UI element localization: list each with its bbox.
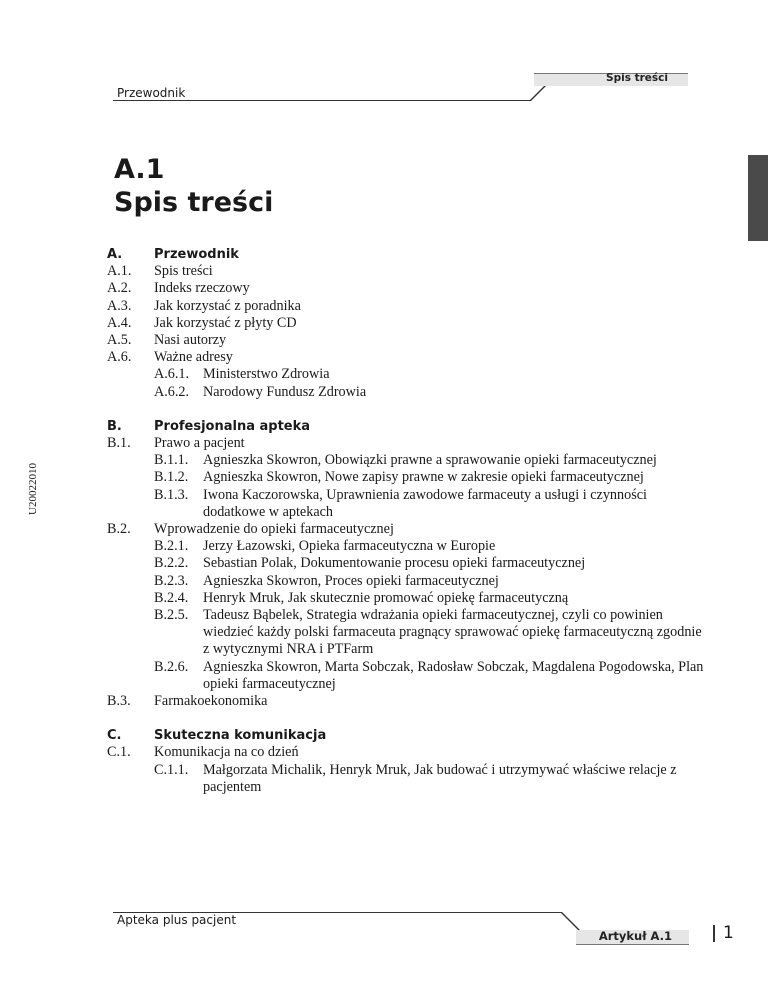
toc-item-number: C.1. xyxy=(107,744,131,761)
toc-item-text: Jak korzystać z płyty CD xyxy=(154,314,297,331)
toc-item xyxy=(107,693,707,710)
toc-subitem-text: Tadeusz Bąbelek, Strategia wdrażania opieki farmaceutycznej, czyli co powinien wiedzieć każdy polski farmaceuta pragnący sprawować opiekę farmaceutyczną zgodnie z wytycznymi NRA i PTFarm xyxy=(203,607,702,658)
table-of-contents xyxy=(107,246,707,796)
toc-item-number: A.2. xyxy=(107,280,132,297)
toc-item-text: Prawo a pacjent xyxy=(154,435,245,452)
footer-rule-slant xyxy=(560,912,580,930)
toc-subitem-text: Agnieszka Skowron, Marta Sobczak, Radosław Sobczak, Magdalena Pogodowska, Plan opieki farmaceutycznej xyxy=(203,658,704,692)
toc-subitem-number: B.2.3. xyxy=(154,572,189,589)
page-title xyxy=(114,153,273,219)
toc-subitem-number: B.1.2. xyxy=(154,469,189,486)
chapter-thumb-tab xyxy=(748,155,768,241)
toc-subitem-text: Narodowy Fundusz Zdrowia xyxy=(203,383,367,400)
header-tab-label: Spis treści xyxy=(606,72,668,84)
toc-item xyxy=(107,263,707,280)
toc-item-text: Ważne adresy xyxy=(154,349,233,366)
toc-subitem-text: Iwona Kaczorowska, Uprawnienia zawodowe farmaceuty a usługi i czynności dodatkowe w aptekach xyxy=(203,486,647,520)
toc-subitem-text: Henryk Mruk, Jak skutecznie promować opiekę farmaceutyczną xyxy=(203,589,569,606)
toc-item xyxy=(107,315,707,332)
toc-item-text: Indeks rzeczowy xyxy=(154,280,250,297)
toc-subitem xyxy=(107,607,707,659)
side-document-code: U20022010 xyxy=(27,463,39,515)
page-number: 1 xyxy=(723,923,734,943)
toc-section-title: Przewodnik xyxy=(154,247,239,262)
toc-item xyxy=(107,744,707,761)
toc-subitem-number: C.1.1. xyxy=(154,761,189,778)
toc-subitem xyxy=(107,487,707,521)
toc-subitem-number: A.6.1. xyxy=(154,366,190,383)
toc-item-number: A.1. xyxy=(107,263,132,280)
toc-subitem-number: B.2.5. xyxy=(154,607,189,624)
toc-subitem xyxy=(107,762,707,796)
toc-subitem xyxy=(107,452,707,469)
toc-item xyxy=(107,332,707,349)
toc-subitem-text: Agnieszka Skowron, Proces opieki farmaceutycznej xyxy=(203,572,499,589)
toc-item-text: Wprowadzenie do opieki farmaceutycznej xyxy=(154,521,394,538)
toc-subitem xyxy=(107,573,707,590)
toc-item-number: B.2. xyxy=(107,521,131,538)
toc-section-title: Profesjonalna apteka xyxy=(154,418,311,434)
toc-item xyxy=(107,435,707,452)
toc-subitem-text: Małgorzata Michalik, Henryk Mruk, Jak budować i utrzymywać właściwe relacje z pacjentem xyxy=(203,761,677,795)
toc-item-number: A.6. xyxy=(107,349,132,366)
toc-item-text: Nasi autorzy xyxy=(154,332,227,349)
page-title-code: A.1 xyxy=(114,154,165,185)
toc-subitem xyxy=(107,469,707,486)
toc-item xyxy=(107,349,707,366)
toc-item-text: Spis treści xyxy=(154,263,213,280)
header-rule xyxy=(113,100,531,101)
toc-subitem-number: A.6.2. xyxy=(154,383,190,400)
toc-item xyxy=(107,280,707,297)
toc-subitem-number: B.2.1. xyxy=(154,538,189,555)
header-tab xyxy=(534,73,688,86)
toc-item xyxy=(107,521,707,538)
toc-subitem-text: Sebastian Polak, Dokumentowanie procesu opieki farmaceutycznej xyxy=(203,555,586,572)
toc-section-number: A. xyxy=(107,247,123,262)
toc-item-number: A.4. xyxy=(107,314,132,331)
toc-subitem-text: Jerzy Łazowski, Opieka farmaceutyczna w Europie xyxy=(203,538,496,555)
running-footer-publication: Apteka plus pacjent xyxy=(117,913,237,927)
running-header-section: Przewodnik xyxy=(117,86,186,100)
toc-item-text: Jak korzystać z poradnika xyxy=(154,297,301,314)
toc-item xyxy=(107,298,707,315)
toc-subitem-text: Agnieszka Skowron, Obowiązki prawne a sprawowanie opieki farmaceutycznej xyxy=(203,452,657,469)
toc-subitem xyxy=(107,538,707,555)
toc-subitem xyxy=(107,384,707,401)
toc-subitem xyxy=(107,590,707,607)
toc-section-number: C. xyxy=(107,728,122,744)
toc-subitem-text: Agnieszka Skowron, Nowe zapisy prawne w zakresie opieki farmaceutycznej xyxy=(203,469,644,486)
header-rule-slant xyxy=(529,85,547,101)
footer-article-label: Artykuł A.1 xyxy=(598,929,672,943)
toc-subitem-number: B.1.3. xyxy=(154,486,189,503)
toc-section-title: Skuteczna komunikacja xyxy=(154,728,327,744)
toc-item-number: B.1. xyxy=(107,435,131,452)
toc-subitem xyxy=(107,555,707,572)
toc-section xyxy=(107,418,707,435)
toc-item-number: A.5. xyxy=(107,332,132,349)
toc-section-number: B. xyxy=(107,418,122,434)
toc-item-number: A.3. xyxy=(107,297,132,314)
toc-subitem-number: B.2.4. xyxy=(154,589,189,606)
footer-separator xyxy=(713,925,715,942)
footer-tab xyxy=(576,930,689,945)
toc-item-text: Komunikacja na co dzień xyxy=(154,744,299,761)
toc-section xyxy=(107,727,707,744)
page-title-text: Spis treści xyxy=(114,187,274,218)
toc-item-number: B.3. xyxy=(107,693,131,710)
toc-subitem-number: B.2.6. xyxy=(154,658,189,675)
toc-section xyxy=(107,246,707,263)
toc-subitem xyxy=(107,366,707,383)
toc-subitem-number: B.2.2. xyxy=(154,555,189,572)
toc-subitem xyxy=(107,659,707,693)
toc-subitem-number: B.1.1. xyxy=(154,452,189,469)
toc-subitem-text: Ministerstwo Zdrowia xyxy=(203,366,330,383)
toc-item-text: Farmakoekonomika xyxy=(154,693,268,710)
